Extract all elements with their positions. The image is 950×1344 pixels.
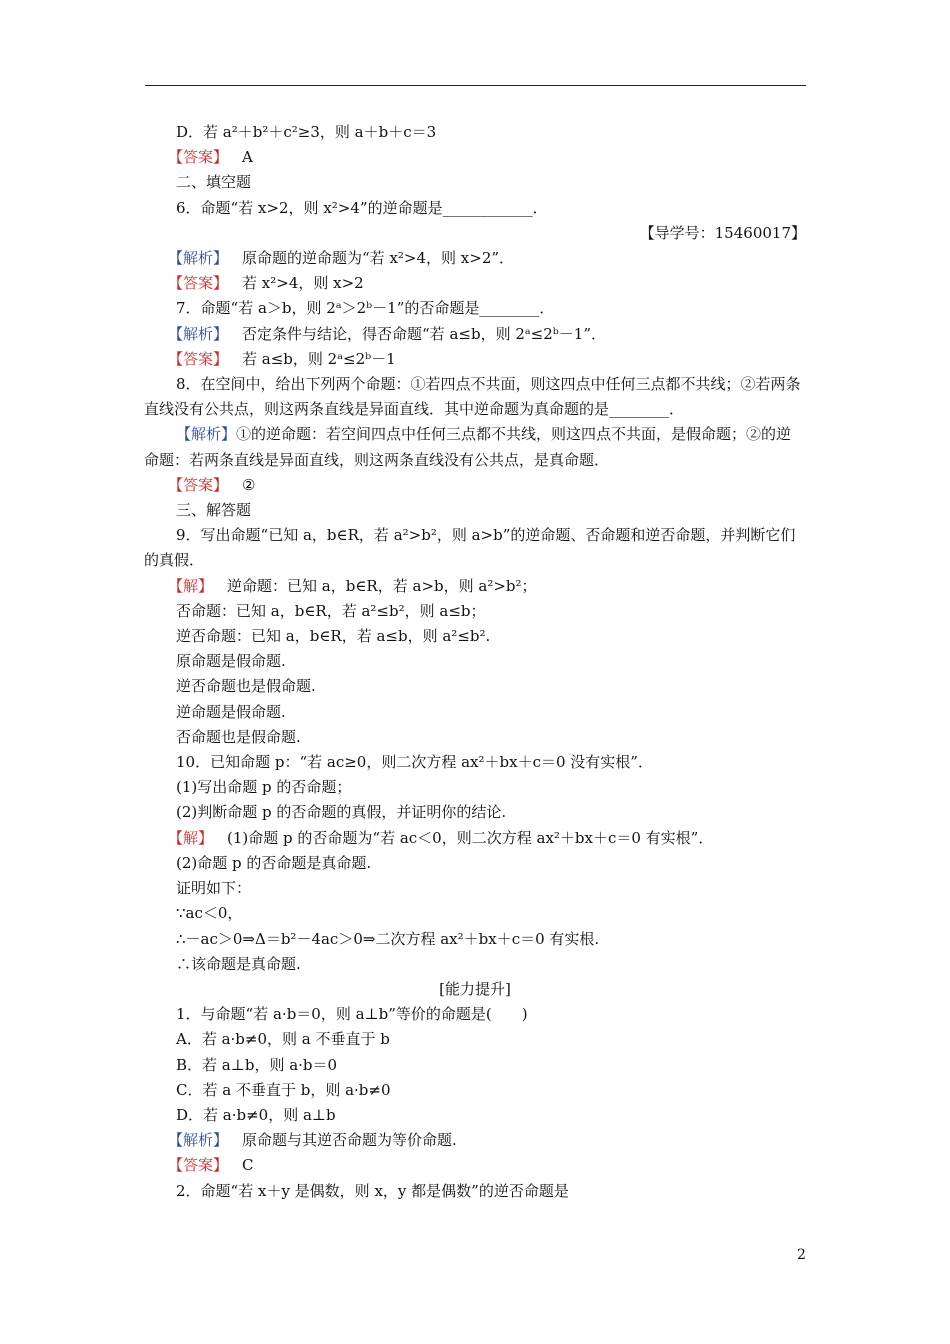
section-heading: [能力提升] [439, 979, 511, 998]
text-line: B．若 a⊥b，则 a·b＝0 [176, 1055, 338, 1074]
label-tag: 【解析】 [168, 1131, 229, 1150]
line-text: C [242, 1156, 254, 1175]
label-tag: 【答案】 [168, 274, 229, 293]
tagged-line [168, 1153, 806, 1178]
text-line: 10．已知命题 p：“若 ac≥0，则二次方程 ax²＋bx＋c＝0 没有实根”． [176, 753, 653, 772]
text-line: 二、填空题 [176, 173, 252, 192]
paragraph [144, 422, 806, 472]
line-text: 否定条件与结论，得否命题“若 a≤b，则 2ᵃ≤2ᵇ－1”． [242, 324, 606, 343]
tagged-line [168, 826, 806, 851]
text-line: D．若 a²＋b²＋c²≥3，则 a＋b＋c＝3 [176, 123, 437, 141]
text-line: (2)命题 p 的否命题是真命题. [176, 853, 372, 872]
label-tag: 【解析】 [176, 425, 237, 444]
label-tag: 【解析】 [168, 324, 229, 343]
text-line: (2)判断命题 p 的否命题的真假，并证明你的结论. [176, 803, 507, 822]
text-line: 三、解答题 [176, 501, 252, 520]
text-line: ∴该命题是真命题. [176, 954, 301, 973]
tagged-line [168, 145, 806, 170]
tagged-line [168, 473, 806, 498]
label-tag: 【解】 [168, 828, 214, 847]
header-rule [145, 85, 806, 86]
text-line: 6．命题“若 x>2，则 x²>4”的逆命题是____________． [176, 198, 548, 217]
text-line: ∵ac＜0， [176, 904, 243, 923]
tagged-line [168, 246, 806, 271]
line-text: A [242, 148, 253, 167]
text-line: 逆否命题：已知 a，b∈R，若 a≤b，则 a²≤b². [176, 627, 491, 646]
label-tag: 【答案】 [168, 148, 229, 167]
paragraph-text: 9．写出命题“已知 a，b∈R，若 a²>b²，则 a>b”的逆命题、否命题和逆否命题，并判断它们的真假． [144, 526, 796, 570]
text-line: 2．命题“若 x＋y 是偶数，则 x，y 都是偶数”的逆否命题是 [176, 1181, 569, 1200]
text-line: D．若 a·b≠0，则 a⊥b [176, 1105, 336, 1124]
text-line: 逆命题是假命题. [176, 702, 286, 721]
label-tag: 【解】 [168, 576, 214, 595]
line-text: 原命题与其逆否命题为等价命题. [242, 1131, 457, 1150]
paragraph-text: 8．在空间中，给出下列两个命题：①若四点不共面，则这四点中任何三点都不共线；②若两条直线没有公共点，则这两条直线是异面直线．其中逆命题为真命题的是________． [144, 375, 801, 419]
text-line: C．若 a 不垂直于 b，则 a·b≠0 [176, 1080, 391, 1099]
paragraph [144, 372, 806, 422]
line-text: (1)命题 p 的否命题为“若 ac＜0，则二次方程 ax²＋bx＋c＝0 有实根”． [227, 828, 714, 847]
text-line: 原命题是假命题. [176, 652, 286, 671]
paragraph-text: ①的逆命题：若空间四点中任何三点都不共线，则这四点不共面，是假命题；②的逆命题：若两条直线是异面直线，则这两条直线没有公共点，是真命题． [144, 425, 792, 469]
text-line: A．若 a·b≠0，则 a 不垂直于 b [176, 1030, 390, 1049]
tagged-line [168, 574, 806, 599]
line-text: 逆命题：已知 a，b∈R，若 a>b，则 a²>b²； [227, 576, 537, 595]
tagged-line [168, 1128, 806, 1153]
label-tag: 【解析】 [168, 249, 229, 268]
line-text: ② [242, 475, 256, 494]
document-body [144, 120, 806, 1204]
line-text: 原命题的逆命题为“若 x²>4，则 x>2”． [242, 249, 515, 268]
text-line: 证明如下： [176, 879, 252, 898]
tagged-line [168, 347, 806, 372]
line-text: 若 x²>4，则 x>2 [242, 274, 364, 293]
text-line: 否命题：已知 a，b∈R，若 a²≤b²，则 a≤b； [176, 601, 486, 620]
label-tag: 【答案】 [168, 349, 229, 368]
text-line: 7．命题“若 a＞b，则 2ᵃ＞2ᵇ－1”的否命题是________． [176, 299, 555, 318]
reference-number: 【导学号：15460017】 [639, 223, 806, 242]
text-line: (1)写出命题 p 的否命题； [176, 778, 352, 797]
paragraph [144, 523, 806, 573]
label-tag: 【答案】 [168, 475, 229, 494]
text-line: 否命题也是假命题. [176, 727, 301, 746]
page-number: 2 [797, 1247, 806, 1263]
text-line: ∴－ac＞0⇒Δ＝b²－4ac＞0⇒二次方程 ax²＋bx＋c＝0 有实根. [176, 929, 600, 948]
text-line: 1．与命题“若 a·b＝0，则 a⊥b”等价的命题是( ) [176, 1005, 528, 1024]
tagged-line [168, 271, 806, 296]
line-text: 若 a≤b，则 2ᵃ≤2ᵇ－1 [242, 349, 396, 368]
label-tag: 【答案】 [168, 1156, 229, 1175]
text-line: 逆否命题也是假命题. [176, 677, 316, 696]
tagged-line [168, 322, 806, 347]
